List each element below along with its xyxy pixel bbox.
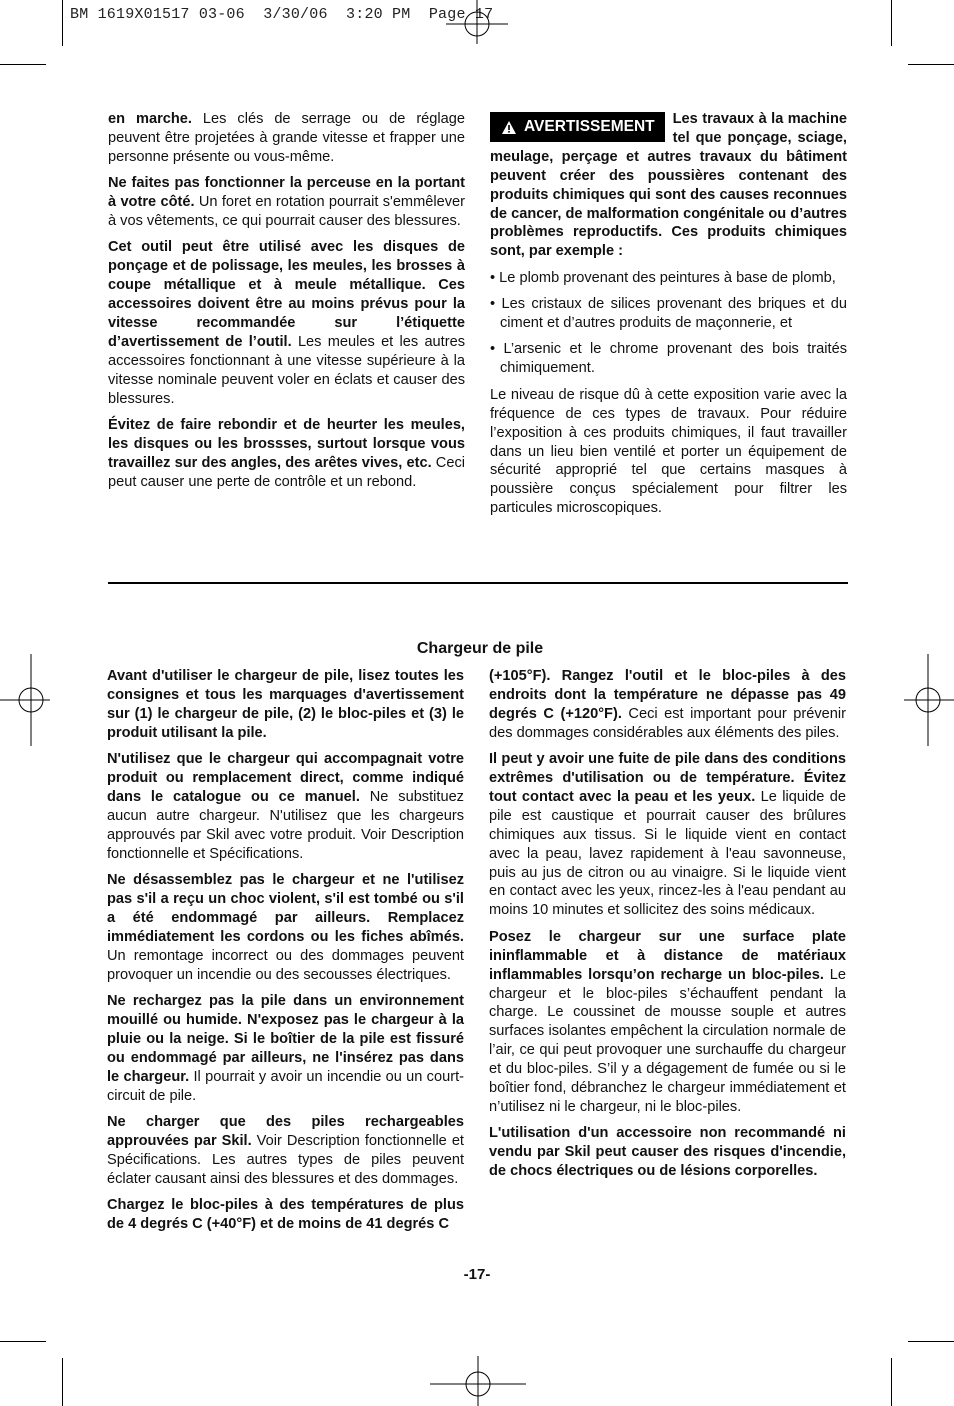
- section-title: Chargeur de pile: [416, 640, 544, 657]
- crop-mark: [62, 1358, 63, 1406]
- list-item: • Les cristaux de silices provenant des briques et du ciment et d’autres produits de maçonnerie, et: [490, 296, 847, 332]
- warning-text: Les travaux à la machine tel que ponçage, sciage, meulage, perçage et autres travaux du bâtiment peuvent créer des poussières contenant des produits chimiques qui sont des causes reconnues de cancer, de malformation congénitale ou d’autres problèmes reproductifs. Ces produits chimiques sont, par exemple :: [490, 111, 847, 260]
- paragraph: Cet outil peut être utilisé avec les disques de ponçage et de polissage, les meules, les brosses à coupe métallique et à meule métallique. Ces accessoires doivent être au moins prévus pour la vitesse recommandée sur l’étiquette d’avertissement de l’outil. Les meules et les autres accessoires fonctionnant à une vitesse supérieure à la vitesse nominale peuvent voler en éclats et causer des blessures.: [108, 239, 465, 407]
- print-slug: BM 1619X01517 03-06 3/30/06 3:20 PM Page 17: [70, 6, 494, 23]
- hazard-list: [490, 269, 847, 379]
- paragraph: Chargez le bloc-piles à des températures de plus de 4 degrés C (+40°F) et de moins de 41 degrés C: [107, 1197, 464, 1232]
- paragraph: N'utilisez que le chargeur qui accompagnait votre produit ou remplacement direct, comme indiqué dans le catalogue ou ce manuel. Ne substituez aucun autre chargeur. N'utilisez que les chargeurs approuvés par Skil avec votre produit. Voir Description fonctionnelle et Spécifications.: [107, 751, 464, 862]
- bottom-left-column: [107, 667, 464, 1241]
- list-item: • Le plomb provenant des peintures à base de plomb,: [490, 269, 836, 286]
- paragraph: Il peut y avoir une fuite de pile dans des conditions extrêmes d'utilisation ou de température. Évitez tout contact avec la peau et les yeux. Le liquide de pile est caustique et pourrait causer des brûlures chimiques aux tissus. Si le liquide vient en contact avec la peau, lavez rapidement à l'eau savonneuse, puis au jus de citron ou au vinaigre. Si le liquide vient en contact avec les yeux, rincez-les à l'eau pendant au moins 10 minutes et sollicitez des soins médicaux.: [489, 751, 847, 919]
- paragraph: Avant d'utiliser le chargeur de pile, lisez toutes les consignes et tous les marquages d'avertissement sur (1) le chargeur de pile, (2) le bloc-piles et (3) le produit utilisant la pile.: [107, 668, 464, 741]
- paragraph: Ne désassemblez pas le chargeur et ne l'utilisez pas s'il a reçu un choc violent, s'il est tombé ou s'il a été endommagé par ailleurs. Remplacez immédiatement les cordons ou les fiches abîmés. Un remontage incorrect ou des dommages peuvent provoquer un incendie ou des secousses électriques.: [107, 872, 464, 983]
- page-number: -17-: [463, 1266, 491, 1283]
- crop-mark: [891, 0, 892, 46]
- paragraph: Ne rechargez pas la pile dans un environnement mouillé ou humide. N'exposez pas le chargeur à la pluie ou la neige. Si le boîtier de la pile est fissuré ou endommagé par ailleurs, ne l'insérez pas dans le chargeur. Il pourrait y avoir un incendie ou un court-circuit de pile.: [107, 993, 464, 1104]
- warning-label: AVERTISSEMENT: [524, 118, 655, 135]
- crop-mark: [0, 64, 46, 65]
- paragraph: Posez le chargeur sur une surface plate ininflammable et à distance de matériaux inflammables lorsqu’on recharge un bloc-piles. Le chargeur et le bloc-piles s’échauffent pendant la charge. Le coussinet de mousse souple et autres surfaces isolantes empêchent la circulation normale de l’air, ce qui peut provoquer une surchauffe du chargeur et du bloc-piles. S’il y a dégagement de fumée ou si le boîtier fond, débranchez le chargeur immédiatement et n’utilisez ni le chargeur, ni le bloc-piles.: [489, 928, 846, 1115]
- closing-paragraph: Le niveau de risque dû à cette exposition varie avec la fréquence de ces types de travaux. Pour réduire l’exposition à ces produits chimiques, il faut travailler dans un lieu bien ventilé et porter un équipement de sécurité approprié tel que certains masques à poussière conçus spécialement pour filtrer les particules microscopiques.: [490, 386, 847, 517]
- crop-mark: [908, 64, 954, 65]
- crop-mark: [908, 1341, 954, 1342]
- paragraph: (+105°F). Rangez l'outil et le bloc-piles à des endroits dont la température ne dépasse pas 49 degrés C (+120°F). Ceci est important pour prévenir des dommages considérables aux éléments des piles.: [489, 668, 846, 741]
- registration-mark-icon: [904, 654, 954, 746]
- registration-mark-icon: [446, 0, 508, 44]
- crop-mark: [891, 1358, 892, 1406]
- paragraph: Ne faites pas fonctionner la perceuse en la portant à votre côté. Un foret en rotation pourrait s'emmêlever à vos vêtements, ce qui pourrait causer des blessures.: [108, 175, 465, 230]
- paragraph: Évitez de faire rebondir et de heurter les meules, les disques ou les brossses, surtout lorsque vous travaillez sur des angles, des arêtes vives, etc. Ceci peut causer une perte de contrôle et un rebond.: [108, 417, 465, 490]
- bottom-right-column: [489, 667, 846, 1189]
- warning-triangle-icon: [502, 121, 516, 134]
- registration-mark-icon: [430, 1356, 526, 1406]
- crop-mark: [0, 1341, 46, 1342]
- warning-badge: [490, 112, 665, 142]
- paragraph: en marche. Les clés de serrage ou de réglage peuvent être projetées à grande vitesse et frapper une personne présente ou vous-même.: [108, 111, 465, 165]
- paragraph: Ne charger que des piles rechargeables approuvées par Skil. Voir Description fonctionnelle et Spécifications. Les autres types de piles peuvent éclater causant ainsi des blessures et des dommages.: [107, 1113, 464, 1187]
- paragraph: L'utilisation d'un accessoire non recommandé ni vendu par Skil peut causer des risques d'incendie, de chocs électriques ou de lésions corporelles.: [489, 1125, 846, 1180]
- section-divider: [108, 582, 848, 584]
- registration-mark-icon: [0, 654, 50, 746]
- list-item: • L’arsenic et le chrome provenant des bois traités chimiquement.: [490, 341, 847, 377]
- top-left-column: [108, 110, 465, 499]
- warning-paragraph: [490, 110, 847, 261]
- top-right-column: [490, 110, 847, 526]
- crop-mark: [62, 0, 63, 46]
